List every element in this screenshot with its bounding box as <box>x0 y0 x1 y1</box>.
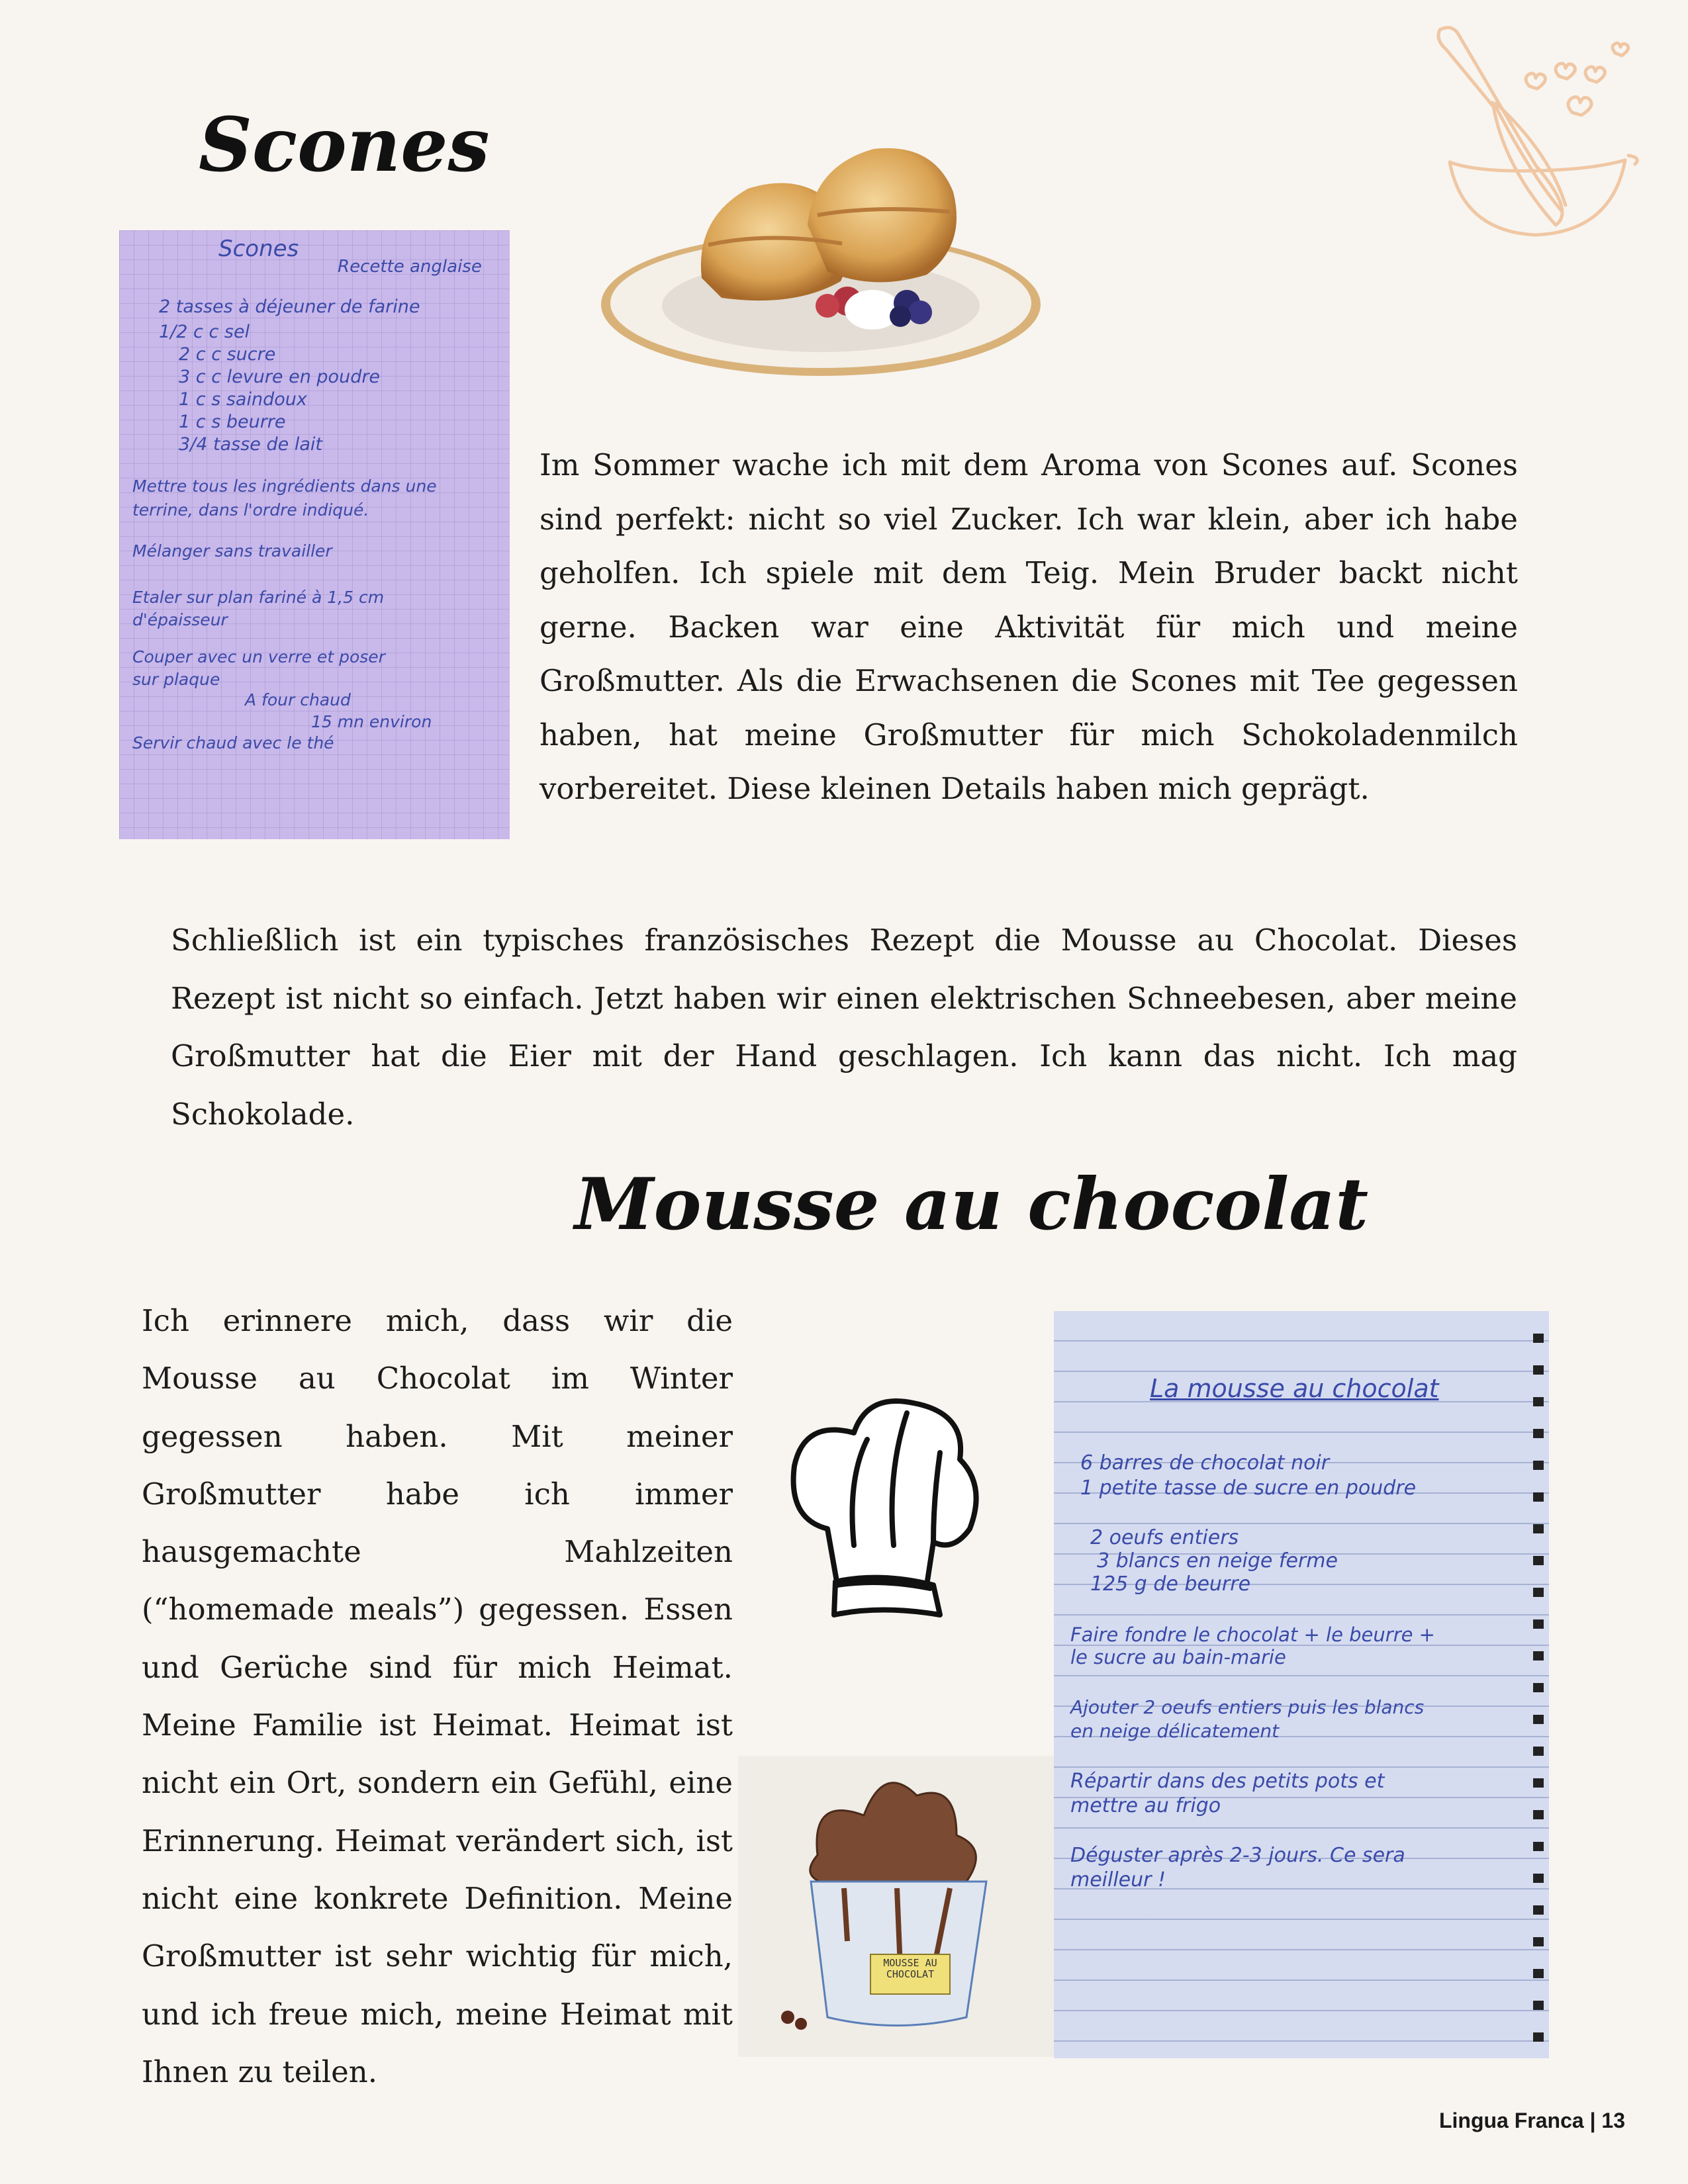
mousse-recipe-photo <box>1054 1311 1549 2058</box>
recipe-line: 3 c c levure en poudre <box>179 367 381 387</box>
recipe-line: Etaler sur plan fariné à 1,5 cm <box>132 588 385 607</box>
mousse-paragraph: Ich erinnere mich, dass wir die Mousse au Chocolat im Winter gegessen haben. Mit meiner Großmutter habe ich immer hausgemachte Mahlzeiten (“homemade meals”) gegessen. Essen und Gerüche sind für mich Heimat. Meine Familie ist Heimat. Heimat ist nicht ein Ort, sondern ein Gefühl, eine Erinnerung. Heimat verändert sich, ist nicht eine konkrete Definition. Meine Großmutter ist sehr wichtig für mich, und ich freue mich, meine Heimat mit Ihnen zu teilen. <box>142 1303 733 2089</box>
recipe-line: 2 c c sucre <box>179 344 276 365</box>
recipe-line: 6 barres de chocolat noir <box>1080 1451 1330 1475</box>
recipe-line: Mélanger sans travailler <box>132 541 332 561</box>
scones-title: Scones <box>199 102 490 189</box>
page-footer: Lingua Franca | 13 <box>1438 2109 1625 2132</box>
recipe-line: Ajouter 2 oeufs entiers puis les blancs <box>1070 1696 1425 1718</box>
mousse-drawing-photo <box>738 1756 1060 2057</box>
mousse-recipe-title: La mousse au chocolat <box>1150 1374 1439 1403</box>
recipe-line: Déguster après 2-3 jours. Ce sera <box>1070 1844 1405 1867</box>
drawing-label: MOUSSE AU CHOCOLAT <box>883 1957 937 1980</box>
recipe-line: Couper avec un verre et poser <box>132 647 385 666</box>
recipe-line: Faire fondre le chocolat + le beurre + <box>1070 1623 1435 1646</box>
recipe-line: 1 c s saindoux <box>179 389 307 410</box>
recipe-line: Servir chaud avec le thé <box>132 733 334 752</box>
recipe-line: mettre au frigo <box>1070 1794 1221 1817</box>
recipe-line: sur plaque <box>132 670 220 689</box>
recipe-line: terrine, dans l'ordre indiqué. <box>132 500 369 520</box>
recipe-line: 1 petite tasse de sucre en poudre <box>1080 1477 1417 1500</box>
recipe-line: le sucre au bain-marie <box>1070 1646 1286 1668</box>
recipe-line: 2 oeufs entiers <box>1090 1526 1239 1549</box>
recipe-line: d'épaisseur <box>132 610 228 629</box>
recipe-line: Mettre tous les ingrédients dans une <box>132 477 437 496</box>
recipe-line: 3 blancs en neige ferme <box>1097 1549 1338 1572</box>
recipe-line: 15 mn environ <box>311 712 432 731</box>
recipe-line: Répartir dans des petits pots et <box>1070 1770 1385 1793</box>
chef-hat-icon <box>781 1387 993 1625</box>
recipe-line: 125 g de beurre <box>1090 1572 1251 1596</box>
recipe-line: A four chaud <box>245 690 351 709</box>
scones-plate-illustration <box>596 132 1046 384</box>
scones-recipe-photo <box>119 230 510 839</box>
recipe-line: meilleur ! <box>1070 1868 1166 1891</box>
recipe-line: en neige délicatement <box>1070 1720 1280 1742</box>
recipe-line: 1/2 c c sel <box>159 322 250 342</box>
recipe-line: 3/4 tasse de lait <box>179 434 322 455</box>
scones-recipe-title: Scones <box>218 236 299 262</box>
notebook-binding <box>1533 1311 1544 2058</box>
whisk-bowl-icon <box>1423 13 1652 251</box>
scones-recipe-subtitle: Recette anglaise <box>338 257 482 277</box>
mousse-title: Mousse au chocolat <box>575 1163 1369 1246</box>
scones-paragraph: Im Sommer wache ich mit dem Aroma von Scones auf. Scones sind perfekt: nicht so viel Zucker. Ich war klein, aber ich habe geholfen. Ich spiele mit dem Teig. Mein Bruder backt nicht gerne. Backen war eine Aktivität für mich und meine Großmutter. Als die Erwachsenen die Scones mit Tee gegessen haben, hat meine Großmutter für mich Schokoladenmilch vorbereitet. Diese kleinen Details haben mich geprägt. <box>539 447 1518 806</box>
recipe-line: 2 tasses à déjeuner de farine <box>159 296 420 317</box>
recipe-line: 1 c s beurre <box>179 412 286 432</box>
transition-paragraph: Schließlich ist ein typisches französisches Rezept die Mousse au Chocolat. Dieses Rezept ist nicht so einfach. Jetzt haben wir einen elektrischen Schneebesen, aber meine Großmutter hat die Eier mit der Hand geschlagen. Ich kann das nicht. Ich mag Schokolade. <box>171 923 1517 1132</box>
